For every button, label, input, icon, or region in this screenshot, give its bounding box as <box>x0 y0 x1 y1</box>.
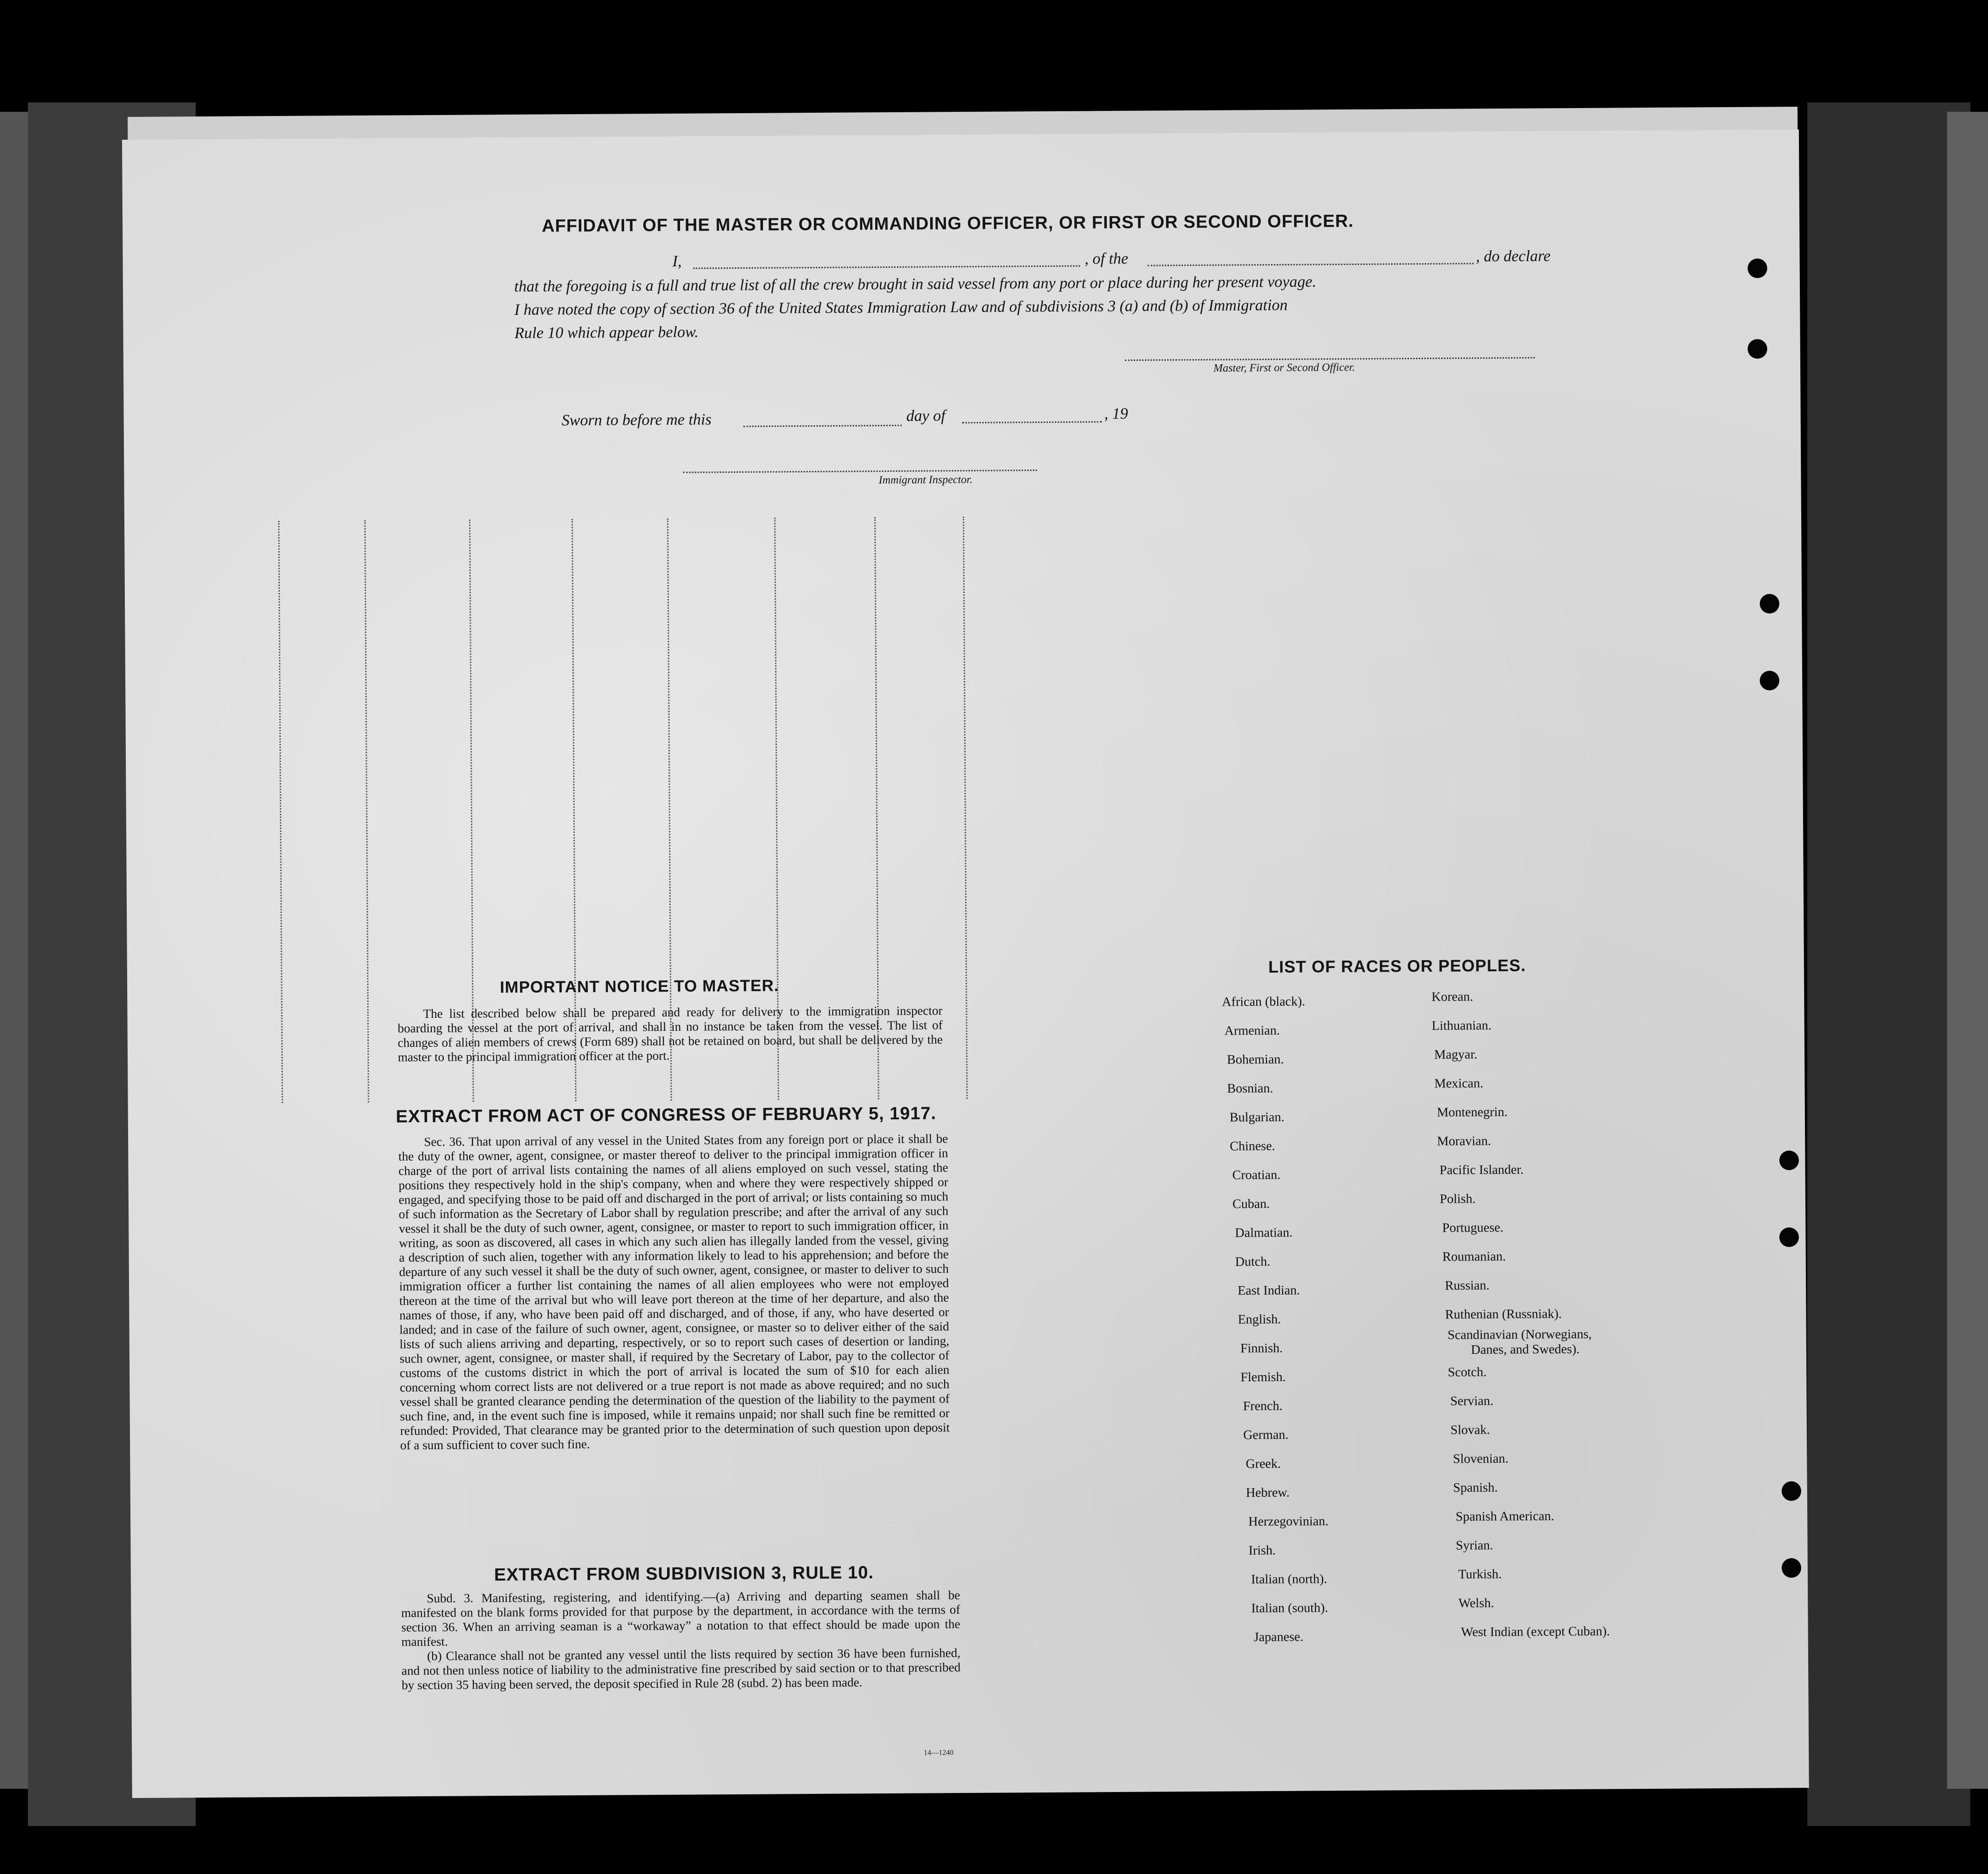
race-item: Dalmatian. <box>1235 1225 1293 1240</box>
race-item: Greek. <box>1246 1456 1281 1472</box>
race-item: Italian (south). <box>1251 1601 1328 1616</box>
signature-label: Master, First or Second Officer. <box>1213 361 1355 375</box>
race-item: Armenian. <box>1224 1023 1280 1038</box>
race-item: Finnish. <box>1240 1341 1283 1356</box>
race-item: Hebrew. <box>1246 1485 1290 1500</box>
affidavit-title: AFFIDAVIT OF THE MASTER OR COMMANDING OFFICER, OR FIRST OR SECOND OFFICER. <box>542 211 1354 236</box>
inspector-label: Immigrant Inspector. <box>878 473 973 487</box>
race-item: Slovak. <box>1450 1423 1490 1438</box>
column-rule <box>278 521 283 1103</box>
inspector-blank <box>683 470 1037 473</box>
signature-blank <box>1125 357 1535 361</box>
race-item: Japanese. <box>1253 1629 1304 1645</box>
race-item: Syrian. <box>1456 1538 1493 1553</box>
race-item: Montenegrin. <box>1437 1104 1508 1120</box>
race-item: African (black). <box>1222 994 1306 1009</box>
punch-hole <box>1748 259 1767 278</box>
race-item: Italian (north). <box>1251 1572 1328 1587</box>
race-item: French. <box>1243 1398 1283 1414</box>
race-item: Scotch. <box>1448 1365 1487 1380</box>
affidavit-page <box>122 129 1809 1798</box>
sworn-year: , 19 <box>1104 405 1128 423</box>
affidavit-i: I, <box>672 252 682 270</box>
race-item: Irish. <box>1248 1543 1276 1558</box>
race-item: Bohemian. <box>1227 1052 1284 1067</box>
race-item: Spanish American. <box>1456 1509 1554 1524</box>
subdivision-a-paragraph: Subd. 3. Manifesting, registering, and identifying.—(a) Arriving and departing seamen shall be manifested on the blank forms provided for that purpose by the department, in accordance with the terms of section 36. When an arriving seaman is a “workaway” a notation to that effect should be made upon the manifest. <box>401 1588 960 1649</box>
affidavit-line-2: that the foregoing is a full and true list of all the crew brought in said vessel from any port or place during her present voyage. <box>514 273 1316 295</box>
race-item: Croatian. <box>1232 1167 1281 1183</box>
sworn-day-blank <box>743 425 902 427</box>
section-36-paragraph: Sec. 36. That upon arrival of any vessel in the United States from any foreign port or place it shall be the duty of the owner, agent, consignee, or master thereof to deliver to the principal immigration officer in charge of the port of arrival lists containing the names of all aliens employed on such vessel, stating the positions they respectively hold in the ship's company, when and where they were respectively shipped or engaged, and specifying those to be paid off and discharged in the port of arrival; or lists containing so much of such information as the Secretary of Labor shall by regulation prescribe; and after the arrival of any such vessel it shall be the duty of such owner, agent, consignee, or master to report to such immigration officer, in writing, as soon as discovered, all cases in which any such alien has illegally landed from the vessel, giving a description of such alien, together with any information likely to lead to his apprehension; and before the departure of any such vessel it shall be the duty of such owner, agent, consignee, or master to deliver to such immigration officer a further list containing the names of all alien employees who were not employed thereon at the time of the arrival but who will leave port thereon at the time of her departure, and also the names of those, if any, who have been paid off and discharged, and of those, if any, who have deserted or landed; and in case of the failure of such owner, agent, consignee, or master so to deliver either of the said lists of such aliens arriving and departing, respectively, or so to report such cases of desertion or landing, such owner, agent, consignee, or master shall, if required by the Secretary of Labor, pay to the collector of customs of the customs district in which the port of arrival is located the sum of $10 for each alien concerning whom correct lists are not delivered or a true report is not made as above required; and no such vessel shall be granted clearance pending the determination of the question of the liability to the payment of such fine, and, in the event such fine is imposed, while it remains unpaid; nor shall such fine be remitted or refunded: Provided, That clearance may be granted prior to the determination of such question upon deposit of a sum sufficient to cover such fine. <box>398 1131 950 1452</box>
extract-rule-title: EXTRACT FROM SUBDIVISION 3, RULE 10. <box>494 1563 874 1585</box>
race-item: Slovenian. <box>1453 1451 1509 1466</box>
column-rule <box>963 517 968 1099</box>
race-item: Russian. <box>1444 1278 1490 1293</box>
punch-hole <box>1782 1481 1801 1501</box>
punch-hole <box>1760 671 1779 690</box>
race-item: Dutch. <box>1235 1254 1271 1269</box>
punch-hole <box>1748 339 1767 359</box>
subdivision-b-paragraph: (b) Clearance shall not be granted any vessel until the lists required by section 36 have been furnished, and not then unless notice of liability to the administrative fine prescribed by said section or to that prescribed by section 35 having been served, the deposit specified in Rule 28 (subd. 2) has been made. <box>401 1646 961 1692</box>
race-item: Moravian. <box>1437 1134 1491 1149</box>
affidavit-of-the: , of the <box>1084 250 1129 268</box>
notice-title: IMPORTANT NOTICE TO MASTER. <box>500 976 779 997</box>
race-item: West Indian (except Cuban). <box>1461 1624 1610 1640</box>
vessel-blank <box>1148 263 1474 266</box>
sworn-month-blank <box>962 421 1102 423</box>
race-item: Pacific Islander. <box>1439 1162 1524 1178</box>
column-rule <box>364 520 369 1103</box>
races-title: LIST OF RACES OR PEOPLES. <box>1268 955 1526 976</box>
extract-rule-body <box>401 1588 960 1692</box>
race-item: Danes, and Swedes). <box>1471 1342 1580 1357</box>
race-item: Lithuanian. <box>1431 1018 1492 1033</box>
punch-hole <box>1779 1227 1799 1247</box>
sworn-day-of: day of <box>906 407 946 425</box>
race-item: Bulgarian. <box>1229 1110 1285 1125</box>
notice-body <box>397 1003 943 1064</box>
race-item: Portuguese. <box>1442 1220 1504 1235</box>
notice-paragraph: The list described below shall be prepared and ready for delivery to the immigration inspector boarding the vessel at the port of arrival, and shall in no instance be taken from the vessel. The list of changes of alien members of crews (Form 689) shall not be retained on board, but shall be delivered by the master to the principal immigration officer at the port. <box>397 1003 943 1064</box>
race-item: Mexican. <box>1434 1076 1484 1091</box>
race-item: German. <box>1243 1427 1289 1443</box>
race-item: Scandinavian (Norwegians, <box>1447 1327 1592 1342</box>
race-item: East Indian. <box>1238 1283 1300 1298</box>
affidavit-line-4: Rule 10 which appear below. <box>514 323 699 342</box>
race-item: Chinese. <box>1230 1138 1275 1154</box>
race-item: Ruthenian (Russniak). <box>1445 1307 1562 1322</box>
print-code: 14—1240 <box>924 1749 954 1757</box>
race-item: Welsh. <box>1458 1596 1494 1611</box>
punch-hole <box>1782 1558 1801 1578</box>
adjacent-sheet-right <box>1947 112 1988 1789</box>
punch-hole <box>1760 594 1779 613</box>
name-blank <box>694 265 1080 269</box>
extract-act-body <box>398 1131 950 1452</box>
extract-act-title: EXTRACT FROM ACT OF CONGRESS OF FEBRUARY 5, 1917. <box>395 1104 937 1127</box>
race-item: Korean. <box>1431 989 1473 1004</box>
scanner-background-right <box>1807 102 1970 1826</box>
race-item: Bosnian. <box>1227 1081 1273 1096</box>
punch-hole <box>1779 1151 1799 1170</box>
race-item: Flemish. <box>1240 1370 1286 1385</box>
sworn-prefix: Sworn to before me this <box>561 411 712 429</box>
race-item: Cuban. <box>1232 1196 1270 1212</box>
race-item: Turkish. <box>1458 1567 1502 1582</box>
affidavit-do-declare: , do declare <box>1476 247 1551 266</box>
race-item: Roumanian. <box>1442 1249 1506 1264</box>
race-item: Servian. <box>1450 1394 1494 1409</box>
race-item: Polish. <box>1439 1192 1476 1206</box>
race-item: Magyar. <box>1434 1047 1477 1062</box>
race-item: English. <box>1238 1312 1281 1327</box>
race-item: Herzegovinian. <box>1248 1514 1329 1529</box>
race-item: Spanish. <box>1453 1480 1498 1495</box>
affidavit-line-3: I have noted the copy of section 36 of the United States Immigration Law and of subdivisions 3 (a) and (b) of Immigration <box>514 296 1288 319</box>
